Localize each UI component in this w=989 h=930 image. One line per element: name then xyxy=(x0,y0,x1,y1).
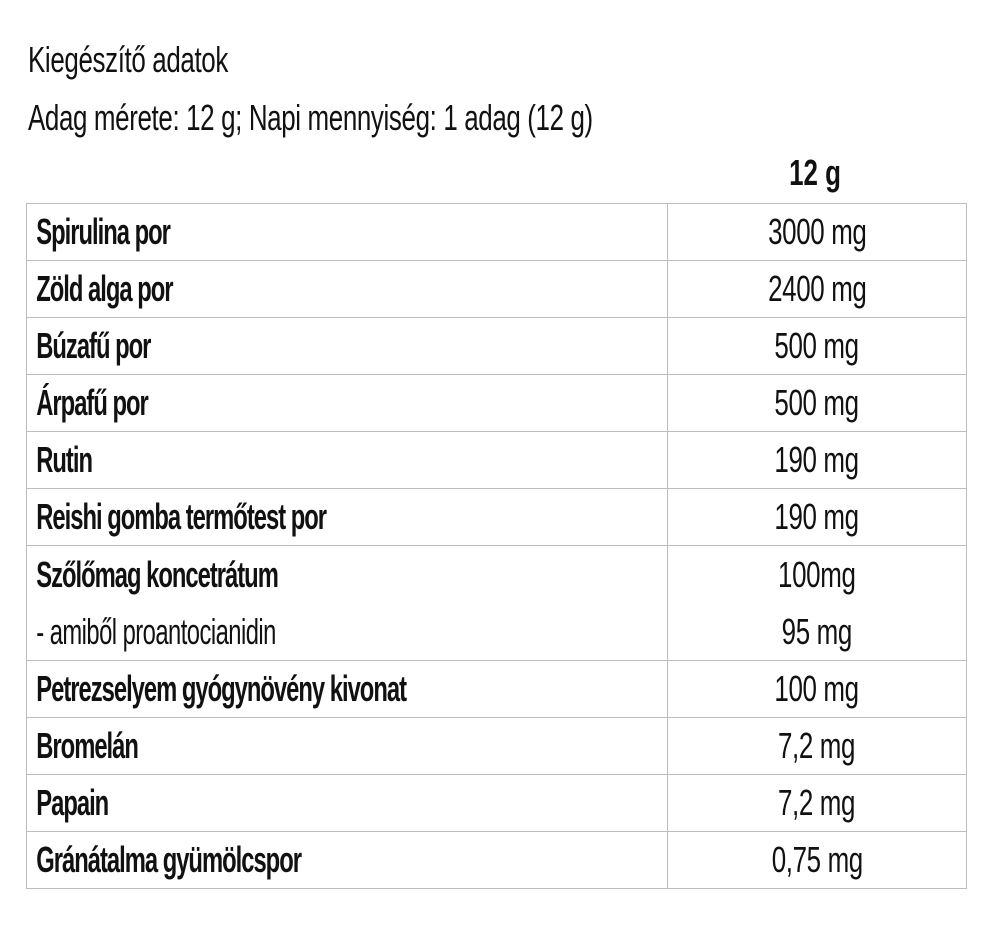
table-row xyxy=(27,832,967,889)
ingredient-amount: 100mg xyxy=(778,554,856,595)
ingredient-name: Gránátalma gyümölcspor xyxy=(36,839,301,880)
ingredient-name-cell xyxy=(27,661,668,718)
supplement-facts-table xyxy=(26,203,967,889)
ingredient-name-cell xyxy=(27,204,668,261)
ingredient-amount-cell xyxy=(668,432,967,489)
ingredient-name: Rutin xyxy=(36,439,92,480)
ingredient-name: Papain xyxy=(36,782,109,823)
ingredient-name-cell xyxy=(27,718,668,775)
ingredient-name: Petrezselyem gyógynövény kivonat xyxy=(36,668,407,709)
ingredient-amount: 190 mg xyxy=(774,496,860,537)
ingredient-amount-cell xyxy=(668,775,967,832)
ingredient-amount: 3000 mg xyxy=(767,211,867,252)
ingredient-amount-cell xyxy=(668,546,967,661)
ingredient-name: Szőlőmag koncetrátum xyxy=(36,554,278,595)
table-row xyxy=(27,489,967,546)
table-row xyxy=(27,375,967,432)
ingredient-amount-cell xyxy=(668,204,967,261)
ingredient-sub-amount: 95 mg xyxy=(781,611,853,652)
ingredient-name-cell xyxy=(27,318,668,375)
table-row xyxy=(27,261,967,318)
ingredient-name: Bromelán xyxy=(36,725,138,766)
table-row xyxy=(27,204,967,261)
ingredient-name: Reishi gomba termőtest por xyxy=(36,496,327,537)
ingredient-amount-cell xyxy=(668,375,967,432)
ingredient-amount-cell xyxy=(668,318,967,375)
ingredient-amount: 190 mg xyxy=(774,439,860,480)
ingredient-name: Árpafű por xyxy=(36,382,148,423)
supplement-facts-title: Kiegészítő adatok xyxy=(28,39,228,80)
ingredient-amount-cell xyxy=(668,661,967,718)
table-row xyxy=(27,432,967,489)
ingredient-name-cell xyxy=(27,832,668,889)
ingredient-amount: 7,2 mg xyxy=(778,782,856,823)
ingredient-name-cell xyxy=(27,489,668,546)
ingredient-name-cell xyxy=(27,375,668,432)
ingredient-amount-cell xyxy=(668,261,967,318)
table-row xyxy=(27,546,967,661)
ingredient-amount: 100 mg xyxy=(774,668,860,709)
ingredient-amount: 500 mg xyxy=(774,382,860,423)
ingredient-amount-cell xyxy=(668,832,967,889)
ingredient-name: Zöld alga por xyxy=(36,268,173,309)
table-row xyxy=(27,775,967,832)
ingredient-name-cell xyxy=(27,261,668,318)
ingredient-name-cell xyxy=(27,432,668,489)
ingredient-amount: 500 mg xyxy=(774,325,860,366)
ingredient-name: Spirulina por xyxy=(36,211,170,252)
ingredient-name-cell xyxy=(27,775,668,832)
amount-column-header xyxy=(666,150,964,196)
ingredient-amount-cell xyxy=(668,489,967,546)
ingredient-amount: 2400 mg xyxy=(767,268,867,309)
serving-size-line: Adag mérete: 12 g; Napi mennyiség: 1 adag (12 g) xyxy=(28,97,593,138)
table-row xyxy=(27,718,967,775)
ingredient-amount: 7,2 mg xyxy=(778,725,856,766)
ingredient-amount: 0,75 mg xyxy=(771,839,863,880)
ingredient-amount-cell xyxy=(668,718,967,775)
table-row xyxy=(27,661,967,718)
ingredient-sub-name: - amiből proantocianidin xyxy=(36,611,276,652)
ingredient-name: Búzafű por xyxy=(36,325,151,366)
table-row xyxy=(27,318,967,375)
amount-column-header-label: 12 g xyxy=(789,152,841,193)
ingredient-name-cell xyxy=(27,546,668,661)
